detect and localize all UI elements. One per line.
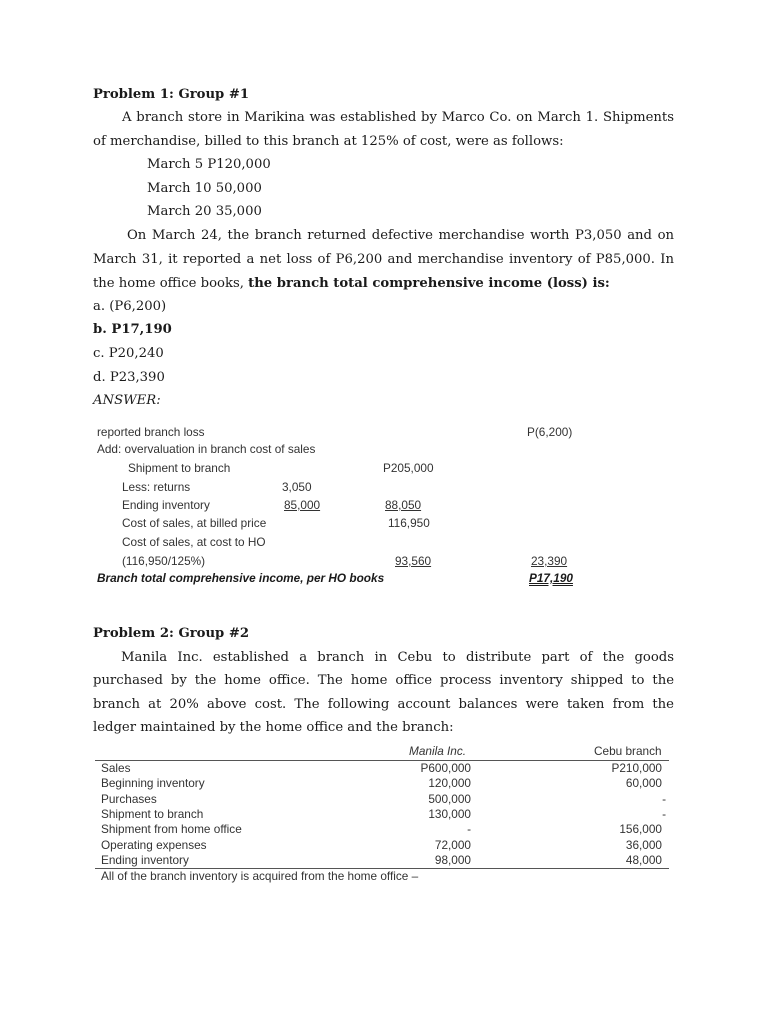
reported-loss-label: reported branch loss	[97, 425, 205, 439]
reported-loss-value: P(6,200)	[527, 425, 573, 439]
row-label: Sales	[101, 761, 131, 775]
shipment-label: Shipment to branch	[128, 461, 231, 475]
cell-manila: 500,000	[428, 792, 471, 806]
cell-manila: 120,000	[428, 776, 471, 790]
problem1-line1: A branch store in Marikina was established by Marco Co. on March 1. Shipments	[122, 110, 674, 125]
overvaluation-value: 23,390	[531, 554, 568, 568]
problem1-line3: On March 24, the branch returned defective merchandise worth P3,050 and on	[127, 228, 674, 243]
row-label: Beginning inventory	[101, 776, 205, 790]
cell-cebu: 60,000	[625, 776, 662, 790]
cell-cebu: P210,000	[611, 761, 662, 775]
total-label: Branch total comprehensive income, per HO books	[97, 571, 385, 585]
cos-billed-label: Cost of sales, at billed price	[122, 516, 267, 530]
cell-cebu: 156,000	[619, 822, 662, 836]
cos-ho-value: 93,560	[395, 554, 432, 568]
cell-manila: 72,000	[434, 838, 471, 852]
shipment-item: March 20 35,000	[147, 204, 262, 219]
choice-a: a. (P6,200)	[93, 299, 167, 314]
ending-label: Ending inventory	[122, 498, 210, 512]
cos-ho-calc: (116,950/125%)	[122, 554, 206, 568]
cos-billed-value: 116,950	[388, 516, 430, 530]
problem1-line5-start: the home office books,	[93, 276, 249, 291]
cell-manila: 98,000	[434, 853, 471, 867]
row-label: Ending inventory	[101, 853, 189, 867]
ending-value: 85,000	[284, 498, 321, 512]
choice-b: b. P17,190	[93, 322, 172, 337]
total-value: P17,190	[529, 571, 573, 585]
row-label: Shipment from home office	[101, 822, 242, 836]
choice-c: c. P20,240	[93, 346, 164, 361]
problem2-line3: branch at 20% above cost. The following account balances were taken from the	[93, 697, 674, 712]
problem1-line5	[93, 276, 610, 291]
returns-value: 3,050	[282, 480, 312, 494]
shipment-item: March 10 50,000	[147, 181, 262, 196]
problem2-heading: Problem 2: Group #2	[93, 626, 250, 641]
cell-cebu: -	[662, 792, 666, 806]
problem2-line2: purchased by the home office. The home office process inventory shipped to the	[93, 673, 674, 688]
problem1-line4: March 31, it reported a net loss of P6,200 and merchandise inventory of P85,000. In	[93, 252, 674, 267]
returns-label: Less: returns	[122, 480, 191, 494]
shipment-value: P205,000	[383, 461, 434, 475]
row-label: Operating expenses	[101, 838, 207, 852]
cell-cebu: 36,000	[625, 838, 662, 852]
choice-d: d. P23,390	[93, 370, 165, 385]
problem2-line4: ledger maintained by the home office and the branch:	[93, 720, 454, 735]
shipment-item: March 5 P120,000	[147, 157, 271, 172]
table-footnote: All of the branch inventory is acquired from the home office –	[101, 869, 419, 883]
add-label: Add: overvaluation in branch cost of sales	[97, 442, 316, 456]
problem2-line1: Manila Inc. established a branch in Cebu to distribute part of the goods	[121, 650, 674, 665]
row-label: Shipment to branch	[101, 807, 204, 821]
cell-cebu: -	[662, 807, 666, 821]
problem1-question: the branch total comprehensive income (loss) is:	[248, 276, 610, 291]
column-header-manila: Manila Inc.	[409, 744, 467, 758]
cell-manila: P600,000	[420, 761, 471, 775]
answer-label: ANSWER:	[93, 393, 161, 408]
cos-ho-label: Cost of sales, at cost to HO	[122, 535, 266, 549]
problem1-line2: of merchandise, billed to this branch at 125% of cost, were as follows:	[93, 134, 564, 149]
ending-total: 88,050	[385, 498, 422, 512]
cell-manila: -	[467, 822, 471, 836]
cell-cebu: 48,000	[625, 853, 662, 867]
row-label: Purchases	[101, 792, 157, 806]
problem1-heading: Problem 1: Group #1	[93, 87, 250, 102]
column-header-cebu: Cebu branch	[594, 744, 662, 758]
cell-manila: 130,000	[428, 807, 471, 821]
